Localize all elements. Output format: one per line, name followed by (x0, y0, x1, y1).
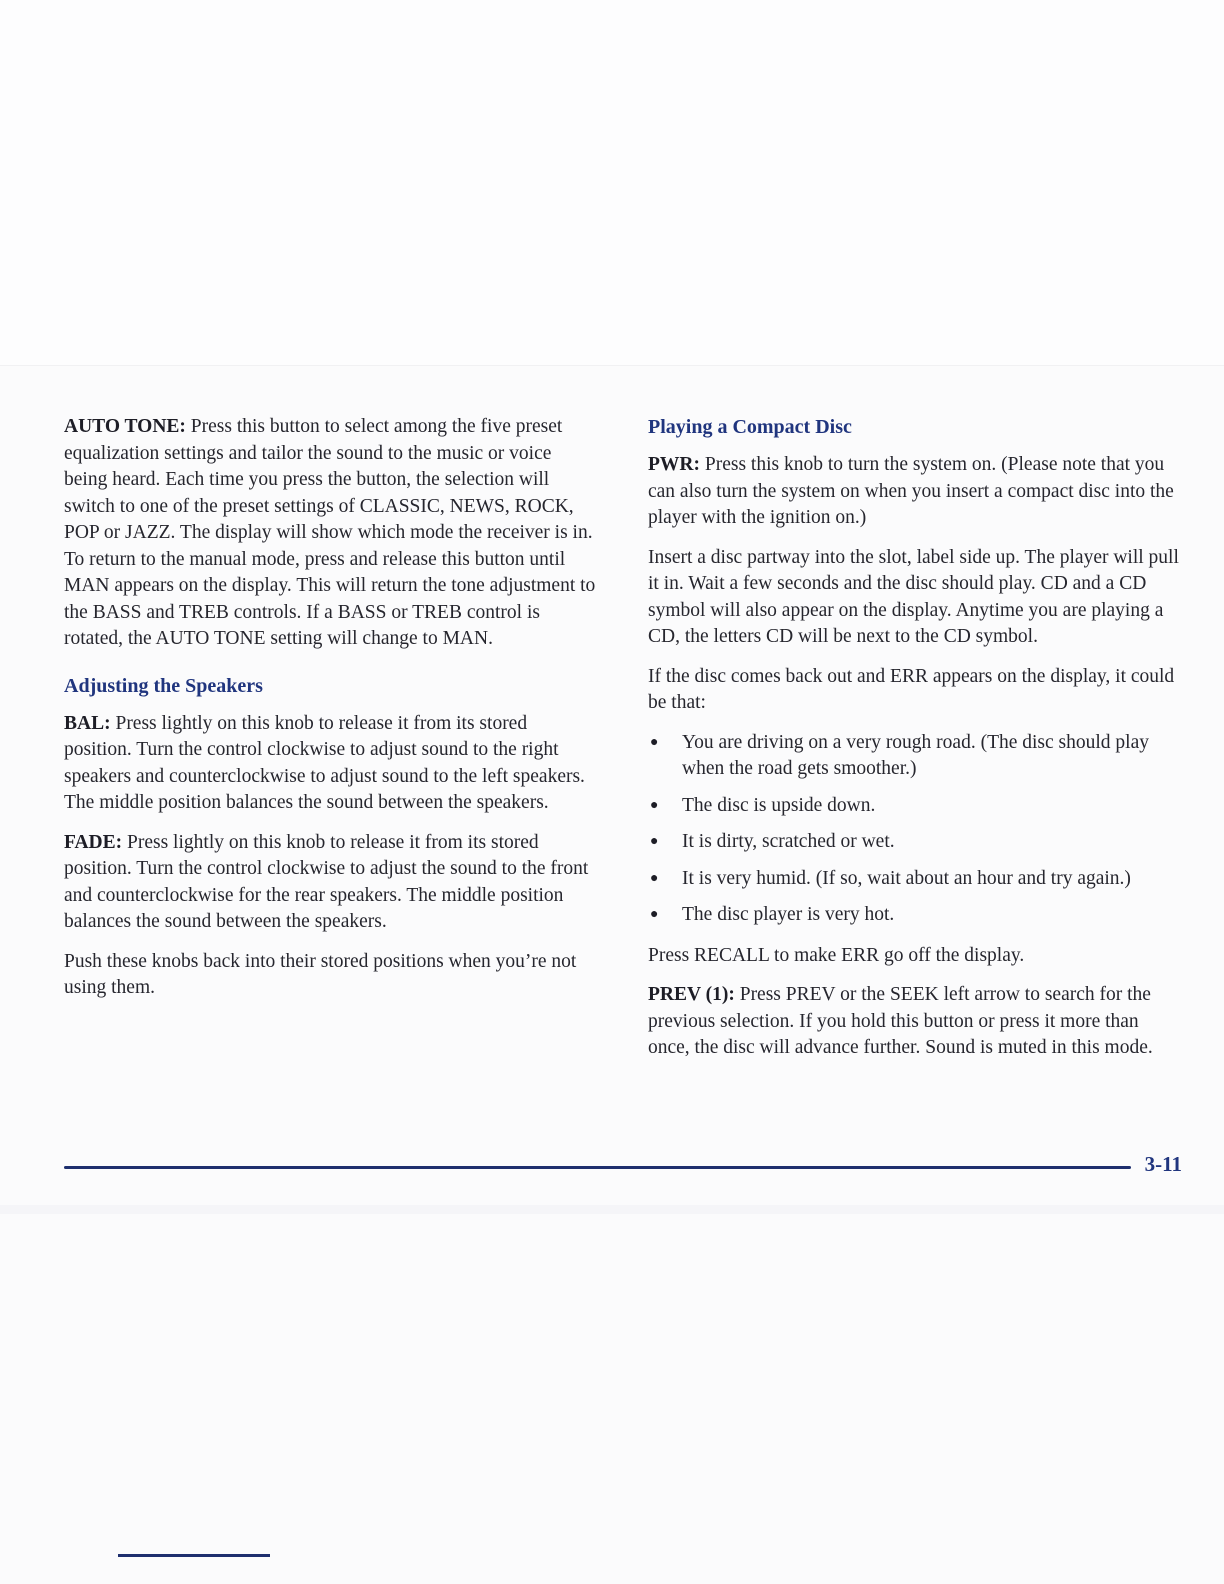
bullet-icon: ● (650, 907, 659, 922)
paragraph-bal (64, 711, 598, 817)
list-item (648, 866, 1182, 893)
paragraph-insert-disc: Insert a disc partway into the slot, label side up. The player will pull it in. Wait a few seconds and the disc should play. CD and a CD symbol will also appear on the display. Anytime you are playing a CD, the letters CD will be next to the CD symbol. (648, 546, 1179, 647)
bullet-icon: ● (650, 734, 659, 750)
heading-playing-compact-disc: Playing a Compact Disc (648, 416, 852, 438)
list-item-text: It is dirty, scratched or wet. (682, 831, 895, 852)
list-item (648, 902, 1182, 929)
footer-rule (64, 1166, 1131, 1169)
prev-text: Press PREV or the SEEK left arrow to search for the previous selection. If you hold this button or press it more than once, the disc will advance further. Sound is muted in this mode. (648, 984, 1153, 1058)
left-column (64, 414, 598, 1075)
paragraph-push-knobs: Push these knobs back into their stored positions when you’re not using them. (64, 950, 577, 998)
paragraph-err-intro: If the disc comes back out and ERR appears on the display, it could be that: (648, 665, 1175, 713)
paragraph-recall: Press RECALL to make ERR go off the display. (648, 944, 1025, 966)
list-item-text: You are driving on a very rough road. (The disc should play when the road gets smoother.) (682, 731, 1150, 779)
list-item-text: The disc is upside down. (682, 794, 876, 816)
pwr-label: PWR: (648, 454, 700, 475)
paragraph-fade (64, 830, 598, 936)
prev-label: PREV (1): (648, 984, 735, 1005)
list-item (648, 730, 1182, 783)
bottom-scan-mark (118, 1554, 270, 1557)
right-column (648, 414, 1182, 1075)
auto-tone-label: AUTO TONE: (64, 416, 186, 437)
scan-smudge-band (0, 1205, 1224, 1214)
paragraph-prev (648, 982, 1182, 1062)
page-footer (64, 1152, 1182, 1177)
page-number: 3-11 (1144, 1152, 1182, 1176)
bullet-icon: ● (650, 797, 659, 813)
list-item-text: The disc player is very hot. (682, 904, 895, 925)
fade-label: FADE: (64, 831, 123, 853)
auto-tone-text: Press this button to select among the five preset equalization settings and tailor the sound to the music or voice being heard. Each time you press the button, the selection will switch to one of the preset settings of CLASSIC, NEWS, ROCK, POP or JAZZ. The display will show which mode the receiver is in. To return to the manual mode, press and release this button until MAN appears on the display. This will return the tone adjustment to the BASS and TREB controls. If a BASS or TREB control is rotated, the AUTO TONE setting will change to MAN. (64, 416, 596, 649)
list-item (648, 793, 1182, 820)
heading-adjusting-speakers: Adjusting the Speakers (64, 674, 263, 697)
paragraph-pwr (648, 452, 1182, 532)
bal-label: BAL: (64, 712, 111, 734)
page-content (64, 414, 1182, 1075)
paragraph-auto-tone (64, 414, 598, 653)
list-item (648, 829, 1182, 856)
bullet-icon: ● (650, 834, 659, 849)
scan-edge-top (0, 0, 1224, 366)
bal-text: Press lightly on this knob to release it from its stored position. Turn the control clockwise to adjust sound to the right speakers and counterclockwise to adjust sound to the left speakers. The middle position balances the sound between the speakers. (64, 712, 585, 813)
fade-text: Press lightly on this knob to release it from its stored position. Turn the control clockwise to adjust the sound to the front and counterclockwise for the rear speakers. The middle position balances the sound between the speakers. (64, 831, 589, 932)
bullet-icon: ● (650, 870, 659, 886)
err-causes-list (648, 730, 1182, 929)
pwr-text: Press this knob to turn the system on. (Please note that you can also turn the system on when you insert a compact disc into the player with the ignition on.) (648, 454, 1174, 528)
list-item-text: It is very humid. (If so, wait about an hour and try again.) (682, 867, 1131, 889)
